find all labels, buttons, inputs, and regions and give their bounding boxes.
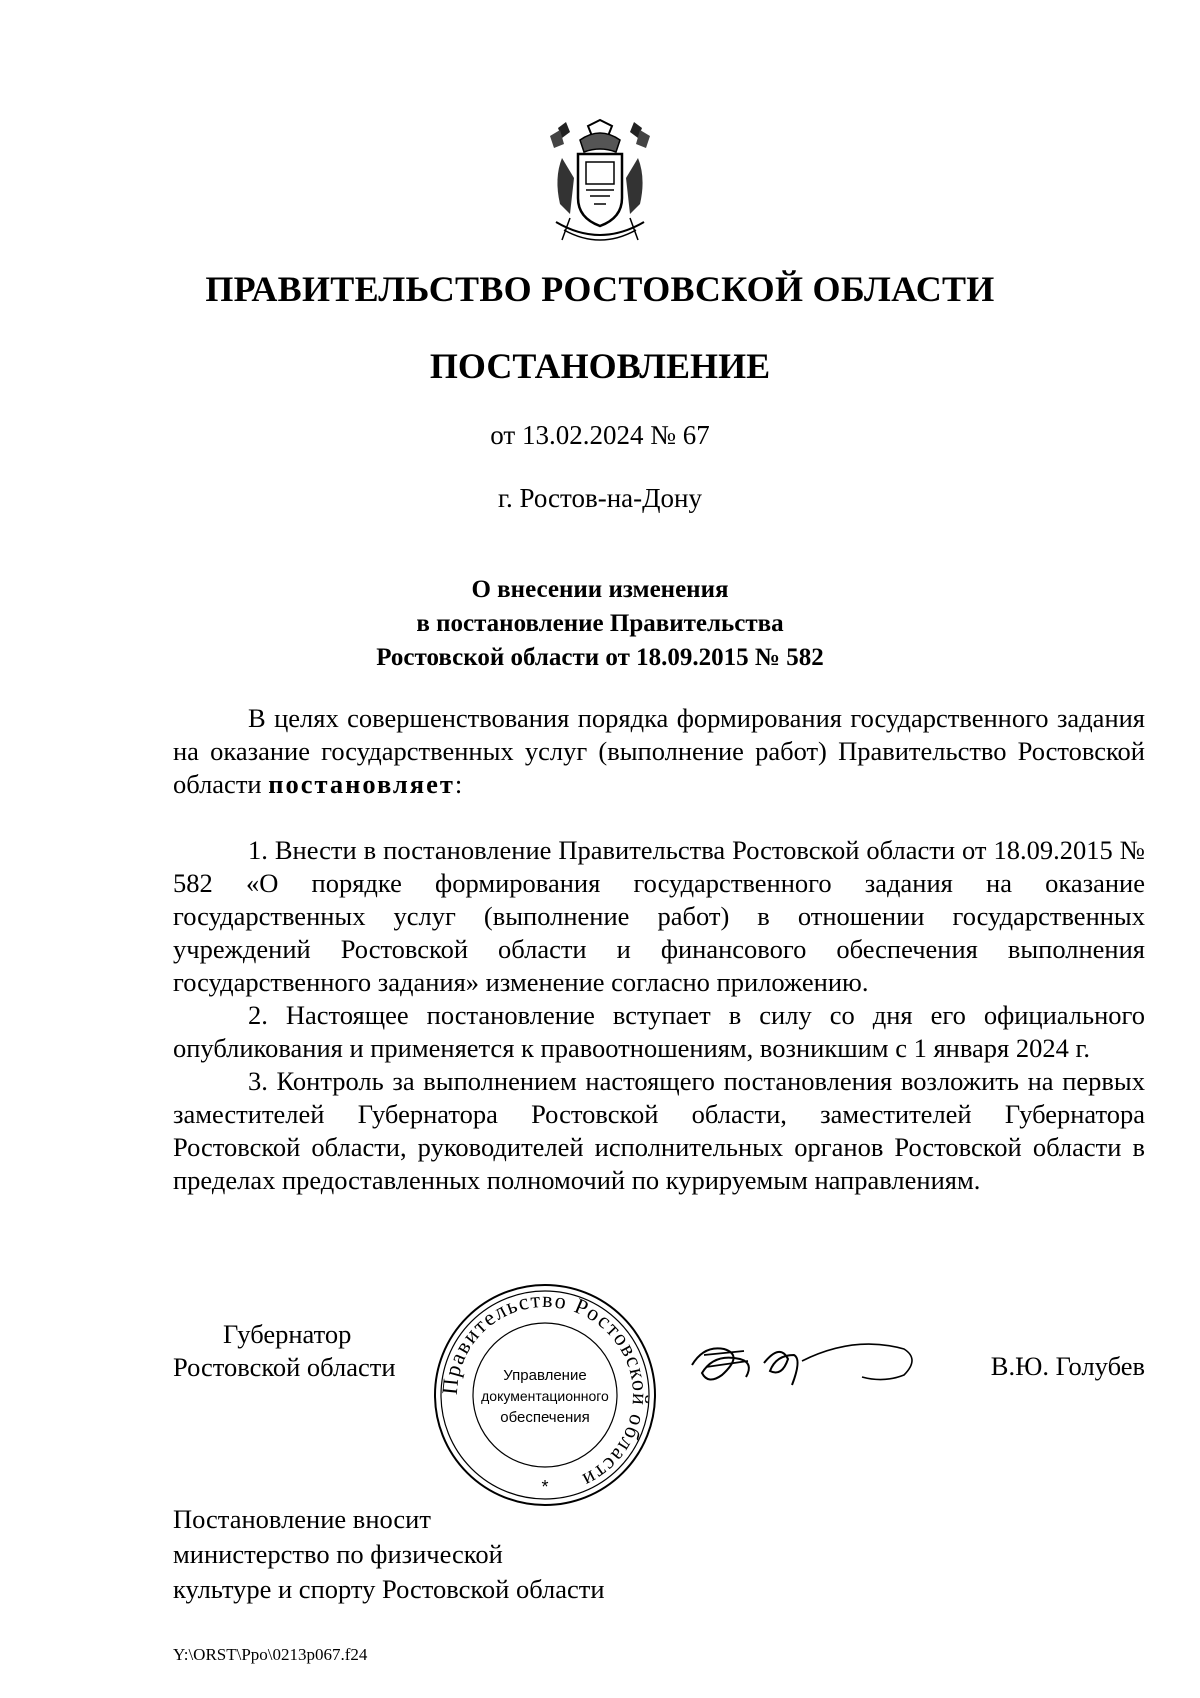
signer-name: В.Ю. Голубев	[990, 1351, 1145, 1381]
submitter-line: Постановление вносит	[173, 1504, 431, 1534]
subject-line: Ростовской области от 18.09.2015 № 582	[376, 644, 824, 671]
preamble-colon: :	[454, 769, 463, 799]
submitting-ministry	[173, 1502, 605, 1607]
seal-inner-line: Управление	[503, 1367, 587, 1384]
clause-paragraph: 3. Контроль за выполнением настоящего постановления возложить на первых заместителей Губернатора Ростовской области, заместителей Губернатора Ростовской области, руководителей исполнительных органов Ростовской области в пределах предоставленных полномочий по курируемым направлениям.	[173, 1066, 1145, 1195]
handwritten-signature	[684, 1325, 934, 1395]
decree-word: постановляет	[268, 769, 455, 799]
seal-graphic	[430, 1280, 660, 1510]
document-subject	[0, 573, 1200, 675]
rostov-oblast-coat-of-arms-icon	[540, 118, 660, 250]
coat-of-arms-emblem	[540, 118, 660, 250]
position-line: Ростовской области	[173, 1352, 396, 1382]
subject-line: О внесении изменения	[471, 576, 729, 603]
submitter-line: министерство по физической	[173, 1539, 503, 1569]
seal-inner-line: документационного	[481, 1388, 609, 1404]
seal-star: *	[541, 1477, 549, 1497]
seal-outer-text: Правительство Ростовской области	[436, 1286, 654, 1494]
preamble-text: В целях совершенствования порядка формирования государственного задания на оказание государственных услуг (выполнение работ) Правительство Ростовской области	[173, 703, 1145, 799]
government-title: ПРАВИТЕЛЬСТВО РОСТОВСКОЙ ОБЛАСТИ	[205, 269, 995, 309]
document-date-number: от 13.02.2024 № 67	[490, 420, 710, 450]
preamble-paragraph	[173, 702, 1145, 801]
file-path: Y:\ORST\Ppo\0213p067.f24	[173, 1645, 368, 1664]
clause-paragraph: 1. Внести в постановление Правительства Ростовской области от 18.09.2015 № 582 «О порядке формирования государственного задания на оказание государственных услуг (выполнение работ) в отношении государственных учреждений Ростовской области и финансового обеспечения выполнения государственного задания» изменение согласно приложению.	[173, 835, 1145, 997]
document-body	[173, 702, 1145, 1197]
document-type-heading: ПОСТАНОВЛЕНИЕ	[429, 346, 771, 386]
signatory-position	[173, 1318, 396, 1384]
official-seal	[430, 1280, 660, 1510]
subject-line: в постановление Правительства	[416, 610, 784, 637]
clause-paragraph: 2. Настоящее постановление вступает в силу со дня его официального опубликования и применяется к правоотношениям, возникшим с 1 января 2024 г.	[173, 1000, 1145, 1063]
position-line: Губернатор	[223, 1319, 352, 1349]
document-city: г. Ростов-на-Дону	[497, 483, 702, 513]
seal-inner-line: обеспечения	[500, 1409, 590, 1426]
submitter-line: культуре и спорту Ростовской области	[173, 1574, 605, 1604]
